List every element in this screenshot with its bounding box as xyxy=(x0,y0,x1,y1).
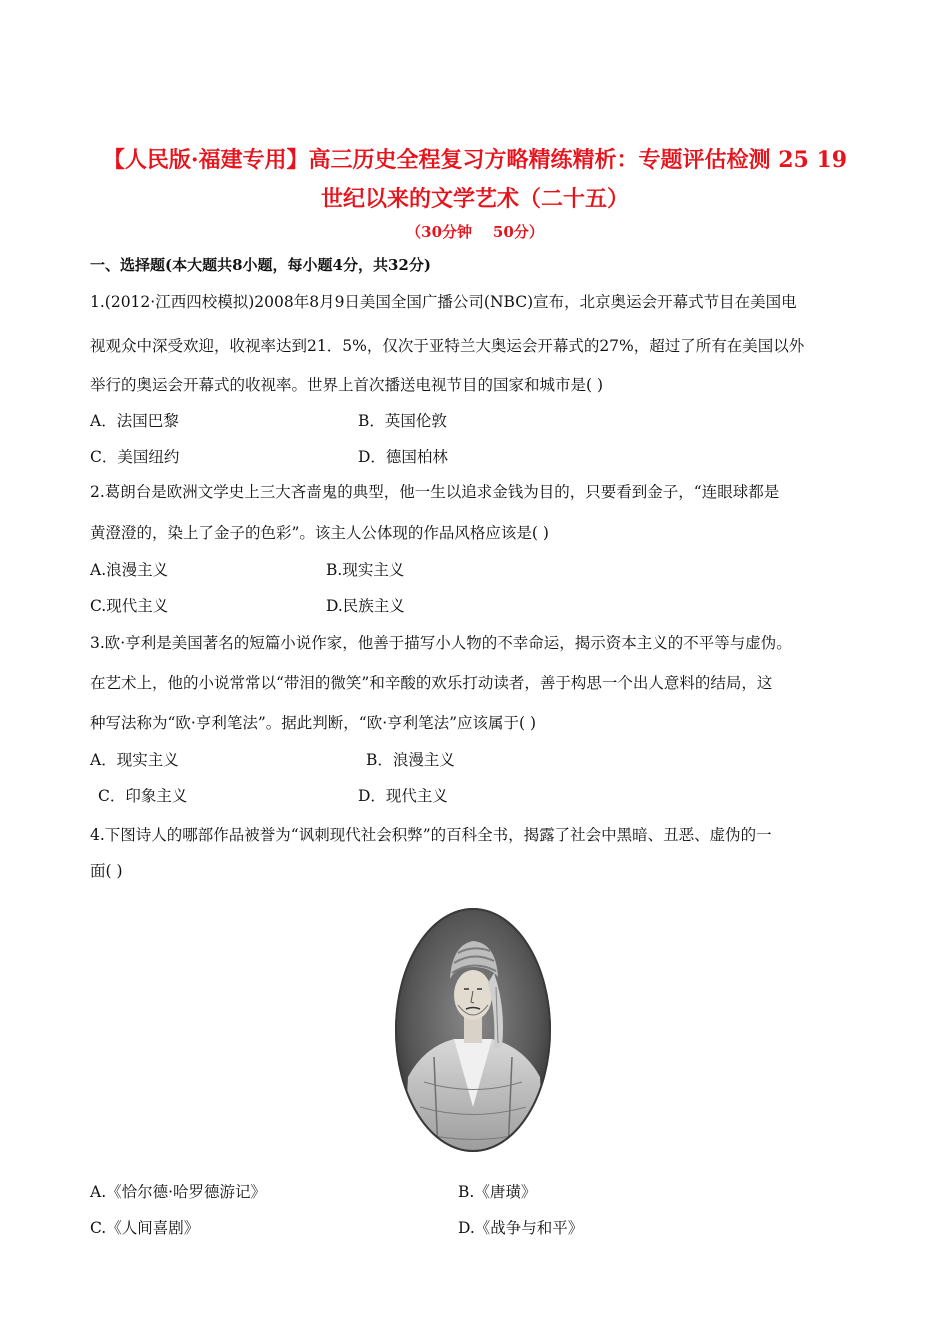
section-heading: 一、选择题(本大题共8小题，每小题4分，共32分) xyxy=(90,256,431,274)
question-2-option-a: A.浪漫主义 xyxy=(90,561,169,579)
question-2-option-d: D.民族主义 xyxy=(326,597,405,615)
question-1-option-d: D．德国柏林 xyxy=(358,448,448,466)
question-1-option-a: A．法国巴黎 xyxy=(90,412,179,430)
question-4-option-b: B.《唐璜》 xyxy=(458,1183,537,1201)
question-2-line-2: 黄澄澄的，染上了金子的色彩”。该主人公体现的作品风格应该是( ) xyxy=(90,524,549,542)
document-title-line-2: 世纪以来的文学艺术（二十五） xyxy=(320,186,629,212)
question-3-option-a: A．现实主义 xyxy=(90,751,179,769)
question-4-option-a: A.《恰尔德·哈罗德游记》 xyxy=(90,1183,267,1201)
question-1-option-c: C．美国纽约 xyxy=(90,448,180,466)
question-4-option-d: D.《战争与和平》 xyxy=(458,1219,584,1237)
question-2-line-1: 2.葛朗台是欧洲文学史上三大吝啬鬼的典型，他一生以追求金钱为目的，只要看到金子，“连眼球都是 xyxy=(90,483,780,501)
question-2-option-c: C.现代主义 xyxy=(90,597,169,615)
question-2-option-b: B.现实主义 xyxy=(326,561,405,579)
question-4-option-c: C.《人间喜剧》 xyxy=(90,1219,200,1237)
question-1-option-b: B．英国伦敦 xyxy=(358,412,447,430)
question-3-option-d: D．现代主义 xyxy=(358,787,448,805)
question-3-line-1: 3.欧·亨利是美国著名的短篇小说作家，他善于描写小人物的不幸命运，揭示资本主义的不平等与虚伪。 xyxy=(90,634,792,652)
question-1-line-3: 举行的奥运会开幕式的收视率。世界上首次播送电视节目的国家和城市是( ) xyxy=(90,376,604,394)
question-4-line-1: 4.下图诗人的哪部作品被誉为“讽刺现代社会积弊”的百科全书，揭露了社会中黑暗、丑恶、虚伪的一 xyxy=(90,826,772,844)
poet-portrait-image xyxy=(394,907,552,1153)
question-4-line-2: 面( ) xyxy=(90,862,123,880)
question-1-line-2: 视观众中深受欢迎，收视率达到21．5%，仅次于亚特兰大奥运会开幕式的27%，超过了所有在美国以外 xyxy=(90,337,805,355)
question-1-line-1: 1.(2012·江西四校模拟)2008年8月9日美国全国广播公司(NBC)宣布，北京奥运会开幕式节目在美国电 xyxy=(90,293,797,311)
question-3-line-2: 在艺术上，他的小说常常以“带泪的微笑”和辛酸的欢乐打动读者，善于构思一个出人意料的结局，这 xyxy=(90,674,773,692)
question-3-option-b: B．浪漫主义 xyxy=(366,751,455,769)
document-title-line-1: 【人民版·福建专用】高三历史全程复习方略精练精析：专题评估检测 25 19 xyxy=(102,147,848,173)
time-and-score: （30分钟 50分） xyxy=(406,223,544,241)
question-3-line-3: 种写法称为“欧·亨利笔法”。据此判断，“欧·亨利笔法”应该属于( ) xyxy=(90,714,537,732)
question-3-option-c: C．印象主义 xyxy=(98,787,188,805)
